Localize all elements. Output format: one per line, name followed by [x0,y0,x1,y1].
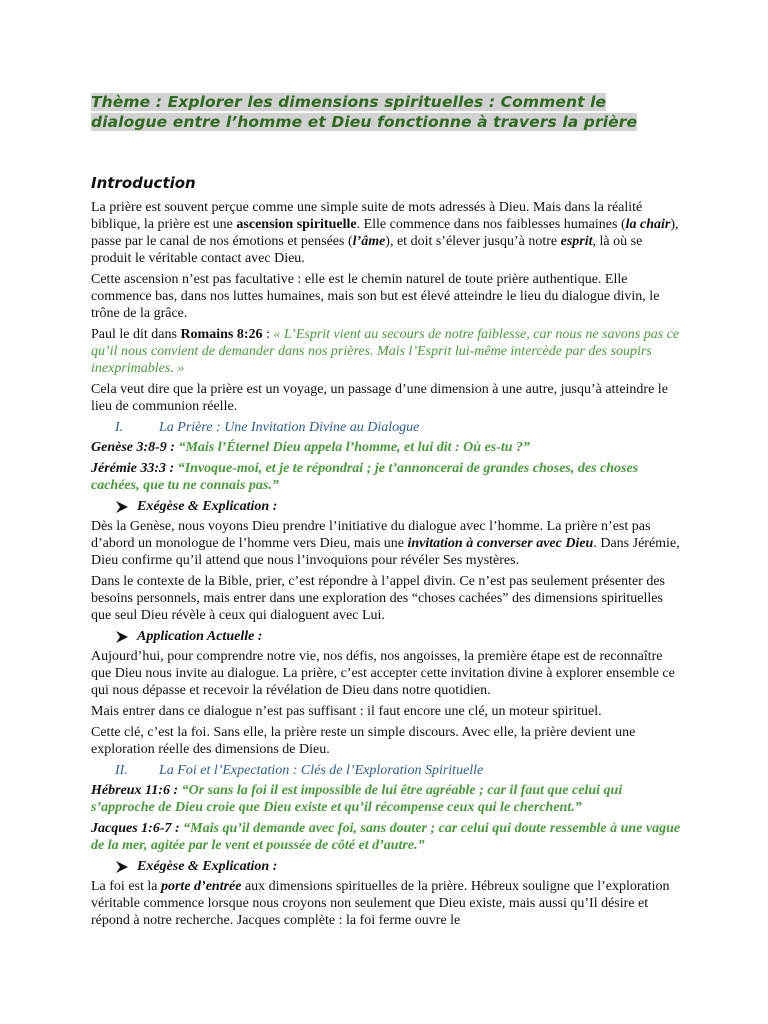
scripture-reference: Jérémie 33:3 : [91,461,175,476]
scripture-quote: “Mais l’Éternel Dieu appela l’homme, et lui dit : Où es-tu ?” [178,440,531,455]
text-run: La foi est la [91,879,161,894]
exegese-paragraph-2: Dans le contexte de la Bible, prier, c’est répondre à l’appel divin. Ce n’est pas seulement présenter des besoins personnels, mais entrer dans une exploration des “choses cachées” des dimensions spirituelles que seul Dieu révèle à ceux qui dialoguent avec Lui. [91,574,666,623]
intro-paragraph-4: Cela veut dire que la prière est un voyage, un passage d’une dimension à une autre, jusqu’à atteindre le lieu de communion réelle. [91,382,668,414]
intro-heading: Introduction [91,174,196,192]
section-number: I. [115,420,124,435]
bold-italic-run: invitation à converser avec Dieu [407,536,594,551]
bold-italic-run: la chair [625,217,671,232]
intro-paragraph-1 [91,199,684,267]
exegese-paragraph-1 [91,878,684,929]
text-run: Dès la Genèse, nous voyons Dieu prendre l’initiative du dialogue avec l’homme. La prière n’est pas d’abord un monologue de l’homme vers Dieu, mais une [91,519,651,551]
scripture-quote: “Invoque-moi, et je te répondrai ; je t’annoncerai de grandes choses, des choses cachées, que tu ne connais pas.” [91,461,639,493]
scripture-reference: Romains 8:26 [180,327,263,342]
bold-italic-run: esprit [560,234,593,249]
text-run: aux dimensions spirituelles de la prière. Hébreux souligne que l’exploration véritable commence lorsque nous croyons non seulement que Dieu existe, mais aussi qu’Il désire et répond à notre recherche. Jacques complète : la foi ferme ouvre le [91,879,670,928]
scripture-reference: Hébreux 11:6 : [91,783,179,798]
intro-paragraph-2: Cette ascension n’est pas facultative : elle est le chemin naturel de toute prière authentique. Elle commence bas, dans nos luttes humaines, mais son but est élevé atteindre le lieu du dialogue divin, le trône de la grâce. [91,272,660,321]
bullet-heading-text: Exégèse & Explication : [137,499,278,514]
theme-title-line1: Thème : Explorer les dimensions spirituelles : Comment le [91,93,607,111]
exegese-paragraph-1 [91,518,684,569]
section-title: La Prière : Une Invitation Divine au Dialogue [159,420,420,435]
arrow-bullet-icon [115,630,129,644]
bold-italic-run: l’âme [352,234,386,249]
text-run: La prière est souvent perçue comme une simple suite de mots adressés à Dieu. Mais dans la réalité biblique, la prière est une [91,200,643,232]
text-run: Paul le dit dans [91,327,181,342]
bullet-heading-text: Exégèse & Explication : [137,859,278,874]
application-paragraph-1: Aujourd’hui, pour comprendre notre vie, nos défis, nos angoisses, la première étape est de reconnaître que Dieu nous invite au dialogue. La prière, c’est accepter cette invitation divine à explorer ensemble ce qui nous dépasse et recevoir la révélation de Dieu dans notre quotidien. [91,649,675,698]
scripture-line [91,439,684,456]
section-number: II. [115,763,128,778]
theme-title-line2: dialogue entre l’homme et Dieu fonctionne à travers la prière [91,113,638,131]
exegese-heading [115,858,684,875]
scripture-line [91,460,684,494]
arrow-bullet-icon [115,500,129,514]
section-title: La Foi et l’Expectation : Clés de l’Exploration Spirituelle [159,763,484,778]
arrow-bullet-icon [115,860,129,874]
text-run: . Elle commence dans nos faiblesses humaines ( [356,217,626,232]
scripture-line [91,820,684,854]
bold-run: ascension spirituelle [236,217,357,232]
application-heading [115,628,684,645]
section-heading-1 [91,419,684,436]
text-run: . Dans Jérémie, Dieu confirme qu’il attend que nous l’invoquions pour révéler Ses mystères. [91,536,680,568]
scripture-reference: Genèse 3:8-9 : [91,440,175,455]
theme-title [91,92,684,132]
application-paragraph-2: Mais entrer dans ce dialogue n’est pas suffisant : il faut encore une clé, un moteur spirituel. [91,704,602,719]
intro-paragraph-3 [91,326,684,377]
section-heading-2 [91,762,684,779]
scripture-quote: “Mais qu’il demande avec foi, sans douter ; car celui qui doute ressemble à une vague de la mer, agitée par le vent et poussée de côté et d’autre.” [91,821,681,853]
text-run: ), et doit s’élever jusqu’à notre [385,234,561,249]
scripture-quote: « L’Esprit vient au secours de notre faiblesse, car nous ne savons pas ce qu’il nous convient de demander dans nos prières. Mais l’Esprit lui-même intercède par des soupirs inexprimables. » [91,327,680,376]
exegese-heading [115,498,684,515]
scripture-line [91,782,684,816]
bold-italic-run: porte d’entrée [160,879,242,894]
text-run: , là où se produit le véritable contact avec Dieu. [91,234,643,266]
application-paragraph-3: Cette clé, c’est la foi. Sans elle, la prière reste un simple discours. Avec elle, la prière devient une exploration réelle des dimensions de Dieu. [91,725,636,757]
text-run: : [262,327,274,342]
scripture-reference: Jacques 1:6-7 : [91,821,180,836]
bullet-heading-text: Application Actuelle : [137,629,263,644]
text-run: ), passe par le canal de nos émotions et pensées ( [91,217,679,249]
scripture-quote: “Or sans la foi il est impossible de lui être agréable ; car il faut que celui qui s’approche de Dieu croie que Dieu existe et qu’il récompense ceux qui le cherchent.” [91,783,623,815]
